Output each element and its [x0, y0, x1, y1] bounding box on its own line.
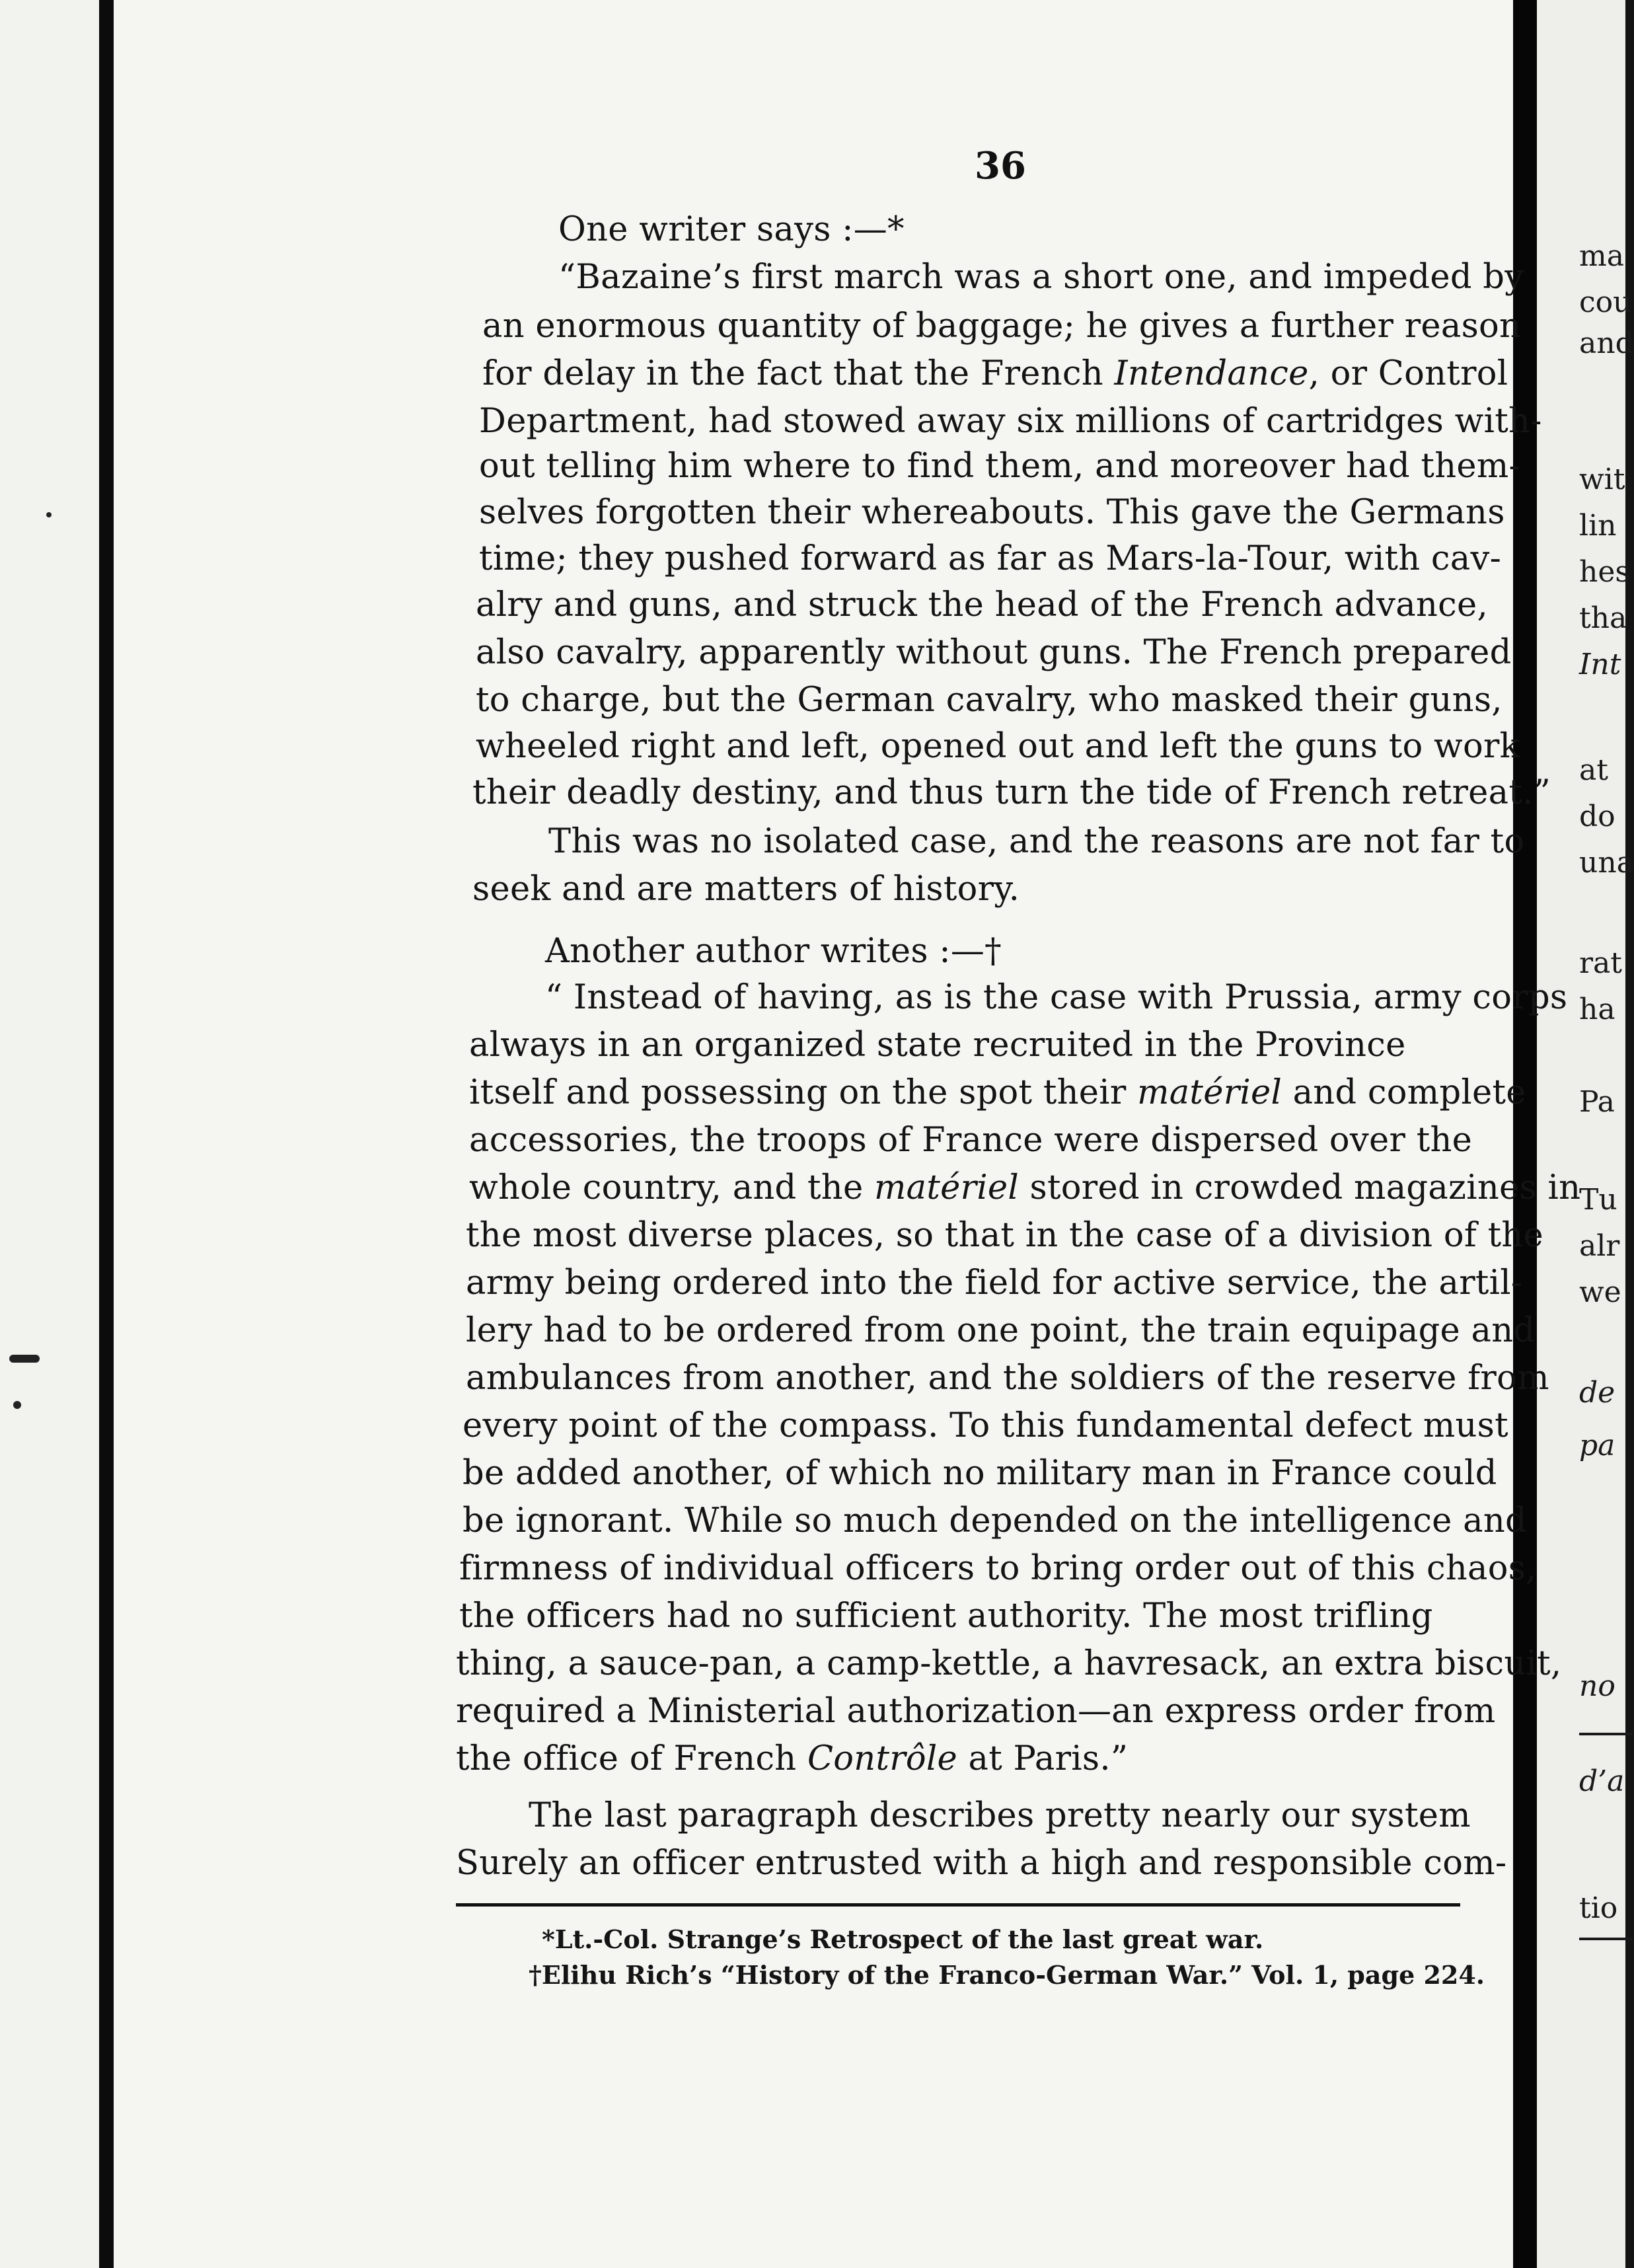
next-page-fragment: rat — [1579, 946, 1622, 980]
text-line: wheeled right and left, opened out and left the guns to work — [476, 727, 1520, 766]
next-page-dash — [1579, 1733, 1632, 1735]
next-page-fragment: alr — [1579, 1229, 1620, 1263]
next-page-fragment: hes — [1579, 555, 1630, 589]
next-page-fragment: at — [1579, 753, 1608, 787]
text-line: The last paragraph describes pretty nearly our system — [529, 1796, 1471, 1835]
text-line: lery had to be ordered from one point, the train equipage and — [466, 1311, 1536, 1350]
emphasis-intendance: Intendance — [1114, 354, 1309, 393]
text-line: Another author writes :—† — [545, 932, 1002, 971]
text-line: alry and guns, and struck the head of the French advance, — [476, 586, 1488, 624]
text-line: be added another, of which no military man in France could — [463, 1454, 1497, 1493]
next-page-fragment: ma — [1579, 239, 1624, 273]
text-line: thing, a sauce-pan, a camp-kettle, a havresack, an extra biscuit, — [456, 1644, 1562, 1683]
next-page-fragment: cou — [1579, 285, 1632, 319]
next-page-fragment: we — [1579, 1275, 1621, 1309]
text-line: One writer says :—* — [558, 210, 905, 249]
next-page-fragment: no — [1579, 1669, 1615, 1703]
next-page-fragment: wit — [1579, 463, 1625, 496]
text-line: time; they pushed forward as far as Mars-la-Tour, with cav- — [479, 539, 1502, 578]
text-line: itself and possessing on the spot their matériel and complete — [469, 1073, 1526, 1112]
text-line: whole country, and the matériel stored in crowded magazines in — [469, 1168, 1581, 1207]
text-line: the office of French Contrôle at Paris.” — [456, 1739, 1129, 1778]
text-line: the most diverse places, so that in the case of a division of the — [466, 1216, 1544, 1255]
text-line: selves forgotten their whereabouts. This gave the Germans — [479, 493, 1505, 532]
text-line: an enormous quantity of baggage; he gives a further reason — [482, 307, 1522, 346]
next-page-fragment: pa — [1579, 1429, 1615, 1462]
footnote: †Elihu Rich’s “History of the Franco-German War.” Vol. 1, page 224. — [529, 1960, 1485, 1990]
text-line: out telling him where to find them, and moreover had them- — [479, 447, 1521, 486]
next-page-fragment: Tu — [1579, 1183, 1617, 1217]
next-page-fragment: de — [1579, 1376, 1615, 1410]
page-number: 36 — [975, 144, 1026, 188]
emphasis-materiel: matériel — [873, 1168, 1019, 1207]
scan-speck — [9, 1355, 40, 1363]
text-line: required a Ministerial authorization—an express order from — [456, 1692, 1496, 1731]
next-page-fragment: Pa — [1579, 1085, 1615, 1119]
next-page-fragment: d’a — [1579, 1764, 1625, 1798]
next-page-fragment: tio — [1579, 1891, 1618, 1925]
emphasis-materiel: matériel — [1137, 1073, 1282, 1112]
text-line: “Bazaine’s first march was a short one, and impeded by — [558, 258, 1524, 297]
text-line: the officers had no sufficient authority. The most trifling — [459, 1597, 1433, 1636]
text-line: to charge, but the German cavalry, who masked their guns, — [476, 681, 1503, 720]
next-page-rule — [1579, 1938, 1632, 1940]
text-line: their deadly destiny, and thus turn the tide of French retreat.” — [472, 773, 1551, 812]
next-page-fragment: ha — [1579, 993, 1615, 1026]
text-line: Department, had stowed away six millions of cartridges with- — [479, 402, 1542, 441]
text-line: ambulances from another, and the soldiers of the reserve from — [466, 1359, 1549, 1398]
text-line: “ Instead of having, as is the case with Prussia, army corps — [545, 978, 1568, 1017]
text-line: also cavalry, apparently without guns. The French prepared — [476, 633, 1512, 672]
text-line: every point of the compass. To this fundamental defect must — [463, 1406, 1508, 1445]
next-page-fragment: do — [1579, 800, 1615, 833]
binding-shadow — [99, 0, 114, 2268]
next-page-fragment: tha — [1579, 601, 1627, 635]
text-line: always in an organized state recruited in the Province — [469, 1026, 1406, 1065]
text-line: army being ordered into the field for active service, the artil- — [466, 1264, 1523, 1303]
facing-page-edge — [0, 0, 99, 2268]
text-line: seek and are matters of history. — [472, 870, 1020, 909]
scan-speck — [46, 512, 52, 517]
next-page-fragment: Int — [1579, 648, 1621, 681]
text-line: be ignorant. While so much depended on the intelligence and — [463, 1501, 1527, 1540]
emphasis-controle: Contrôle — [807, 1739, 958, 1778]
text-line: This was no isolated case, and the reasons are not far to — [548, 822, 1525, 861]
next-page-fragment: una — [1579, 846, 1634, 880]
next-page-fragment: lin — [1579, 509, 1617, 543]
next-page-edge — [1537, 0, 1634, 2268]
footnote: *Lt.-Col. Strange’s Retrospect of the last great war. — [542, 1924, 1264, 1954]
next-page-fragment: and — [1579, 326, 1634, 360]
text-line: Surely an officer entrusted with a high and responsible com- — [456, 1844, 1507, 1883]
text-line: firmness of individual officers to bring order out of this chaos, — [459, 1549, 1537, 1588]
footnote-rule — [456, 1903, 1460, 1907]
text-line: for delay in the fact that the French Intendance, or Control — [482, 354, 1508, 393]
text-line: accessories, the troops of France were dispersed over the — [469, 1121, 1473, 1160]
scan-speck — [13, 1401, 21, 1409]
